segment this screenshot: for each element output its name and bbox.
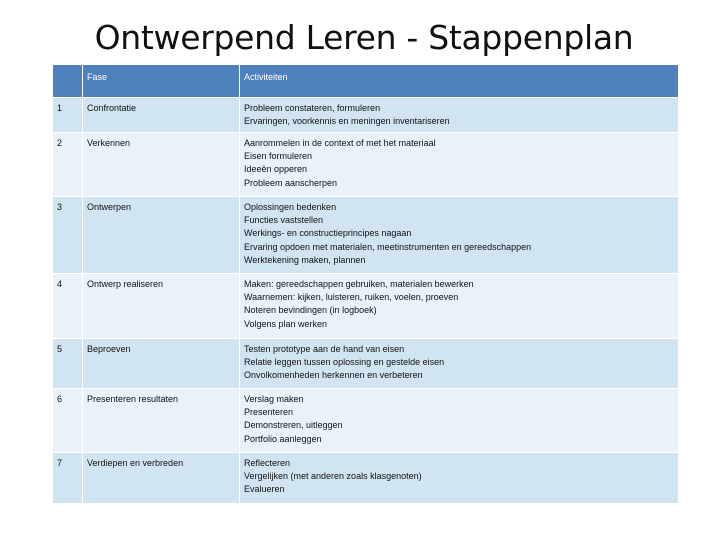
activity-line: Presenteren: [244, 407, 294, 418]
activity-line: Ervaring opdoen met materialen, meetinstrumenten en gereedschappen: [244, 241, 532, 252]
activity-line: Relatie leggen tussen oplossing en gestelde eisen: [244, 357, 445, 368]
table-row: [53, 389, 679, 453]
row-fase: Ontwerp realiseren: [83, 274, 240, 339]
row-number: 4: [53, 274, 83, 339]
row-fase: Presenteren resultaten: [83, 389, 240, 453]
row-number: 7: [53, 453, 83, 504]
activity-line: Werkings- en constructieprincipes nagaan: [244, 228, 412, 239]
activity-line: Demonstreren, uitleggen: [244, 420, 343, 431]
table-row: [53, 339, 679, 389]
table-row: [53, 453, 679, 504]
activity-line: Werktekening maken, plannen: [244, 254, 366, 265]
activity-line: Onvolkomenheden herkennen en verbeteren: [244, 370, 423, 381]
activity-line: Probleem constateren, formuleren: [244, 103, 381, 113]
activity-line: Waarnemen: kijken, luisteren, ruiken, voelen, proeven: [244, 292, 459, 303]
table-row: [53, 133, 679, 197]
page-title: Ontwerpend Leren - Stappenplan: [94, 18, 634, 57]
activity-line: Reflecteren: [244, 458, 291, 468]
activity-line: Functies vaststellen: [244, 215, 324, 226]
activity-line: Testen prototype aan de hand van eisen: [244, 344, 405, 354]
activity-line: Oplossingen bedenken: [244, 202, 337, 212]
row-fase: Ontwerpen: [83, 197, 240, 274]
activity-line: Verslag maken: [244, 394, 304, 404]
table-header-row: [53, 65, 679, 98]
row-activiteiten: [240, 98, 679, 133]
row-number: 5: [53, 339, 83, 389]
row-fase: Beproeven: [83, 339, 240, 389]
row-number: 2: [53, 133, 83, 197]
activity-line: Ervaringen, voorkennis en meningen inventariseren: [244, 116, 450, 127]
row-activiteiten: [240, 133, 679, 197]
activity-line: Noteren bevindingen (in logboek): [244, 305, 377, 316]
activity-line: Aanrommelen in de context of met het materiaal: [244, 138, 436, 148]
activity-line: Evalueren: [244, 484, 285, 495]
row-activiteiten: [240, 453, 679, 504]
row-number: 1: [53, 98, 83, 133]
activity-line: Maken: gereedschappen gebruiken, materialen bewerken: [244, 279, 474, 289]
row-fase: Confrontatie: [83, 98, 240, 133]
activity-line: Eisen formuleren: [244, 151, 313, 162]
row-activiteiten: [240, 389, 679, 453]
activity-line: Probleem aanscherpen: [244, 177, 338, 188]
table-row: [53, 274, 679, 339]
header-num: [53, 65, 83, 98]
activity-line: Vergelijken (met anderen zoals klasgenoten): [244, 471, 422, 482]
activity-line: Volgens plan werken: [244, 318, 328, 329]
row-fase: Verdiepen en verbreden: [83, 453, 240, 504]
row-activiteiten: [240, 197, 679, 274]
header-fase: Fase: [83, 65, 240, 98]
table-row: [53, 98, 679, 133]
row-number: 3: [53, 197, 83, 274]
row-activiteiten: [240, 274, 679, 339]
header-activiteiten: Activiteiten: [240, 65, 679, 98]
activity-line: Ideeën opperen: [244, 164, 308, 175]
activity-line: Portfolio aanleggen: [244, 433, 322, 444]
row-fase: Verkennen: [83, 133, 240, 197]
row-number: 6: [53, 389, 83, 453]
table-row: [53, 197, 679, 274]
stappenplan-table: [52, 64, 679, 504]
row-activiteiten: [240, 339, 679, 389]
